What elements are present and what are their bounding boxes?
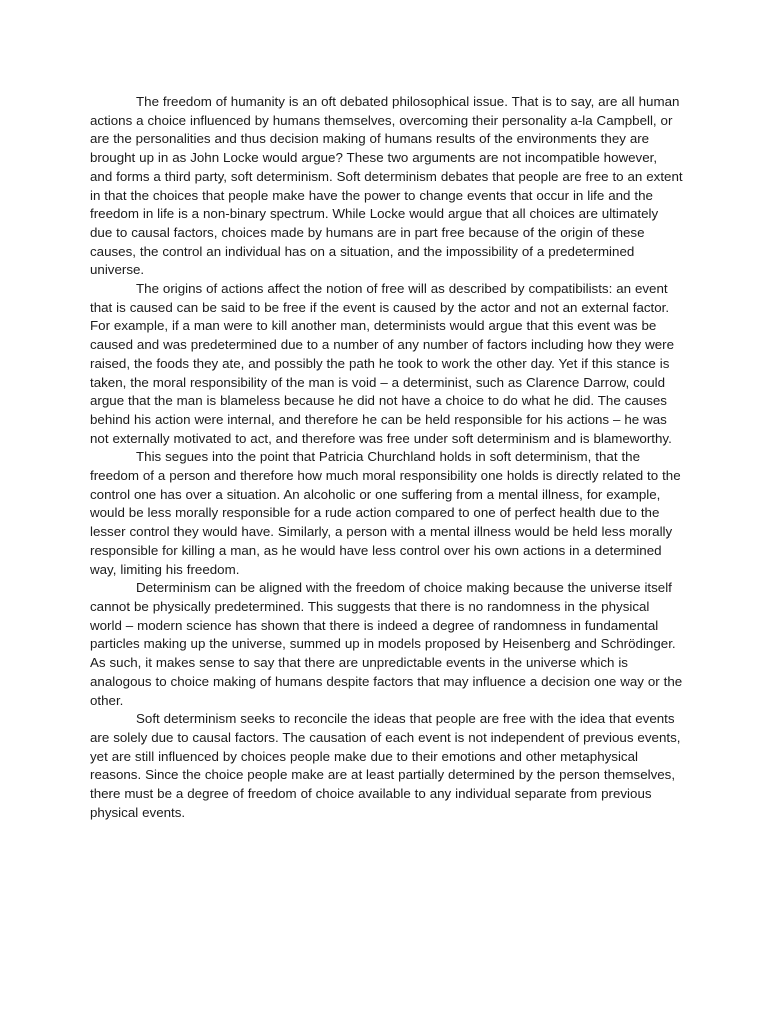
paragraph-5: Soft determinism seeks to reconcile the ideas that people are free with the idea that events are solely due to causal factors. The causation of each event is not independent of previous events, yet are still influenced by choices people make due to their emotions and other metaphysical reasons. Since the choice people make are at least partially determined by the person themselves, there must be a degree of freedom of choice available to any individual separate from previous physical events. bbox=[90, 711, 681, 820]
document-body bbox=[90, 93, 683, 822]
paragraph-2: The origins of actions affect the notion of free will as described by compatibilists: an event that is caused can be said to be free if the event is caused by the actor and not an external factor. For example, if a man were to kill another man, determinists would argue that this event was be caused and was predetermined due to a number of any number of factors including how they were raised, the foods they ate, and possibly the path he took to work the other day. Yet if this stance is taken, the moral responsibility of the man is void – a determinist, such as Clarence Darrow, could argue that the man is blameless because he did not have a choice to do what he did. The causes behind his action were internal, and therefore he can be held responsible for his actions – he was not externally motivated to act, and therefore was free under soft determinism and is blameworthy. bbox=[90, 281, 674, 446]
paragraph-1: The freedom of humanity is an oft debated philosophical issue. That is to say, are all human actions a choice influenced by humans themselves, overcoming their personality a-la Campbell, or are the personalities and thus decision making of humans results of the environments they are brought up in as John Locke would argue? These two arguments are not incompatible however, and forms a third party, soft determinism. Soft determinism debates that people are free to an extent in that the choices that people make have the power to change events that occur in life and the freedom in life is a non-binary spectrum. While Locke would argue that all choices are ultimately due to causal factors, choices made by humans are in part free because of the origin of these causes, the control an individual has on a situation, and the impossibility of a predetermined universe. bbox=[90, 94, 683, 278]
paragraph-4: Determinism can be aligned with the freedom of choice making because the universe itself cannot be physically predetermined. This suggests that there is no randomness in the physical world – modern science has shown that there is indeed a degree of randomness in fundamental particles making up the universe, summed up in models proposed by Heisenberg and Schrödinger. As such, it makes sense to say that there are unpredictable events in the universe which is analogous to choice making of humans despite factors that may influence a decision one way or the other. bbox=[90, 580, 683, 708]
paragraph-3: This segues into the point that Patricia Churchland holds in soft determinism, that the freedom of a person and therefore how much moral responsibility one holds is directly related to the control one has over a situation. An alcoholic or one suffering from a mental illness, for example, would be less morally responsible for a rude action compared to one of perfect health due to the lesser control they would have. Similarly, a person with a mental illness would be held less morally responsible for killing a man, as he would have less control over his own actions in a determined way, limiting his freedom. bbox=[90, 449, 681, 577]
